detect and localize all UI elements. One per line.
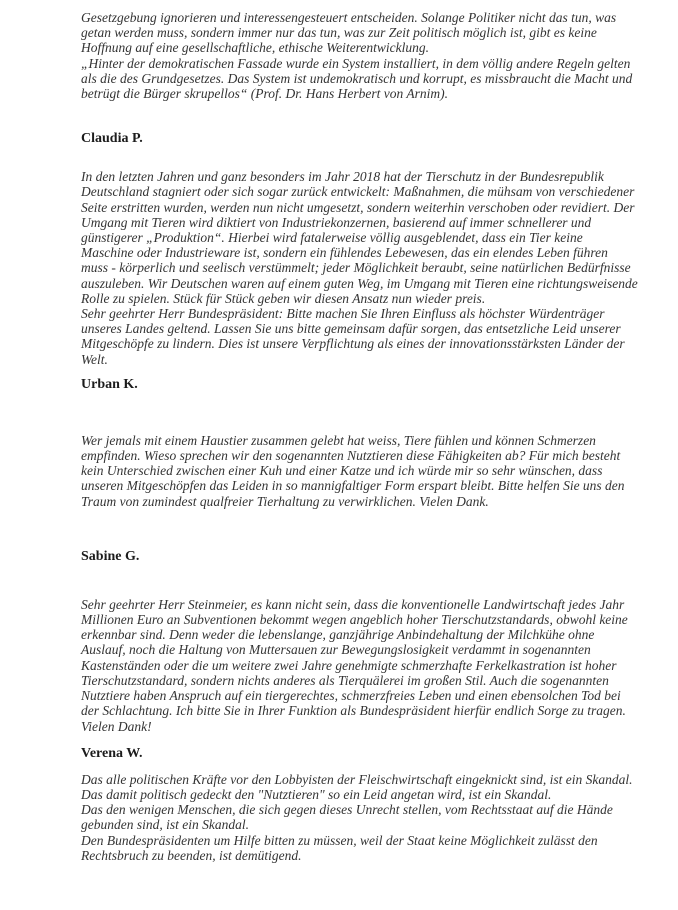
comment-urban-k	[81, 377, 638, 509]
comment-author: Verena W.	[81, 745, 143, 761]
comment-paragraph: Das den wenigen Menschen, die sich gegen dieses Unrecht stellen, vom Rechtsstaat auf die Hände gebunden sind, ist ein Skandal.	[81, 802, 613, 833]
comment-author: Claudia P.	[81, 131, 143, 147]
comment-paragraph: Wer jemals mit einem Haustier zusammen gelebt hat weiss, Tiere fühlen und können Schmerzen empfinden. Wieso sprechen wir den sogenannten Nutztieren diese Fähigkeiten ab? Für mich besteht kein Unterschied zwischen einer Kuh und einer Katze und ich würde mir so sehr wünschen, dass unseren Mitgeschöpfen das Leiden in so mannigfaltiger Form erspart bleibt. Bitte helfen Sie uns den Traum von zumindest qualfreier Tierhaltung zu verwirklichen. Vielen Dank.	[81, 432, 625, 509]
intro-quote-paragraph: „Hinter der demokratischen Fassade wurde ein System installiert, in dem völlig andere Regeln gelten als die des Grundgesetzes. Das System ist undemokratisch und korrupt, es missbraucht die Macht und betrügt die Bürger skrupellos“ (Prof. Dr. Hans Herbert von Arnim).	[81, 55, 633, 102]
comment-author: Urban K.	[81, 376, 138, 392]
comment-paragraph: Sehr geehrter Herr Bundespräsident: Bitte machen Sie Ihren Einfluss als höchster Würdenträger unseres Landes geltend. Lassen Sie uns bitte gemeinsam dafür sorgen, das entsetzliche Leid unserer Mitgeschöpfe zu lindern. Dies ist unsere Verpflichtung als eines der innovationsstärksten Länder der Welt.	[81, 306, 625, 367]
comment-paragraph: Den Bundespräsidenten um Hilfe bitten zu müssen, weil der Staat keine Möglichkeit zulässt den Rechtsbruch zu beenden, ist demütigend.	[81, 832, 598, 863]
comment-claudia-p	[81, 131, 638, 367]
comment-author: Sabine G.	[81, 548, 140, 564]
comment-sabine-g	[81, 549, 638, 734]
comment-paragraph: Das alle politischen Kräfte vor den Lobbyisten der Fleischwirtschaft eingeknickt sind, ist ein Skandal.	[81, 771, 633, 787]
comment-paragraph: Sehr geehrter Herr Steinmeier, es kann nicht sein, dass die konventionelle Landwirtschaft jedes Jahr Millionen Euro an Subventionen bekommt wegen angeblich hoher Tierschutzstandards, obwohl keine erkennbar sind. Denn weder die lebenslange, ganzjährige Anbindehaltung der Milchkühe ohne Auslauf, noch die Haltung von Muttersauen zur Bewegungslosigkeit verdammt in sogenannten Kastenständen oder die um weitere zwei Jahre genehmigte schmerzhafte Ferkelkastration ist hoher Tierschutzstandard, sondern nichts anderes als Tierquälerei im großen Stil. Auch die sogenannten Nutztiere haben Anspruch auf ein tiergerechtes, schmerzfreies Leben und einen ebensolchen Tod bei der Schlachtung. Ich bitte Sie in Ihrer Funktion als Bundespräsident hierfür endlich Sorge zu tragen. Vielen Dank!	[81, 596, 628, 734]
comment-verena-w	[81, 746, 638, 863]
intro-paragraph: Gesetzgebung ignorieren und interessengesteuert entscheiden. Solange Politiker nicht das tun, was getan werden muss, sondern immer nur das tun, was zur Zeit politisch möglich ist, gibt es keine Hoffnung auf eine gesellschaftliche, ethische Weiterentwicklung.	[81, 10, 617, 56]
comment-paragraph: In den letzten Jahren und ganz besonders im Jahr 2018 hat der Tierschutz in der Bundesrepublik Deutschland stagniert oder sich sogar zurück entwickelt: Maßnahmen, die mühsam von verschiedener Seite erstritten wurden, werden nun nicht umgesetzt, sondern weiterhin verschoben oder revidiert. Der Umgang mit Tieren wird diktiert von Industriekonzernen, basierend auf immer schnellerer und günstigerer „Produktion“. Hierbei wird fatalerweise völlig ausgeblendet, dass ein Tier keine Maschine oder Industrieware ist, sondern ein fühlendes Lebewesen, das ein elendes Leben führen muss - körperlich und seelisch verstümmelt; jeder Möglichkeit beraubt, seine natürlichen Bedürfnisse auszuleben. Wir Deutschen waren auf einem guten Weg, im Umgang mit Tieren eine richtungsweisende Rolle zu spielen. Stück für Stück geben wir diesen Ansatz nun wieder preis.	[81, 169, 638, 306]
comment-paragraph: Das damit politisch gedeckt den "Nutztieren" so ein Leid angetan wird, ist ein Skandal.	[81, 786, 552, 802]
